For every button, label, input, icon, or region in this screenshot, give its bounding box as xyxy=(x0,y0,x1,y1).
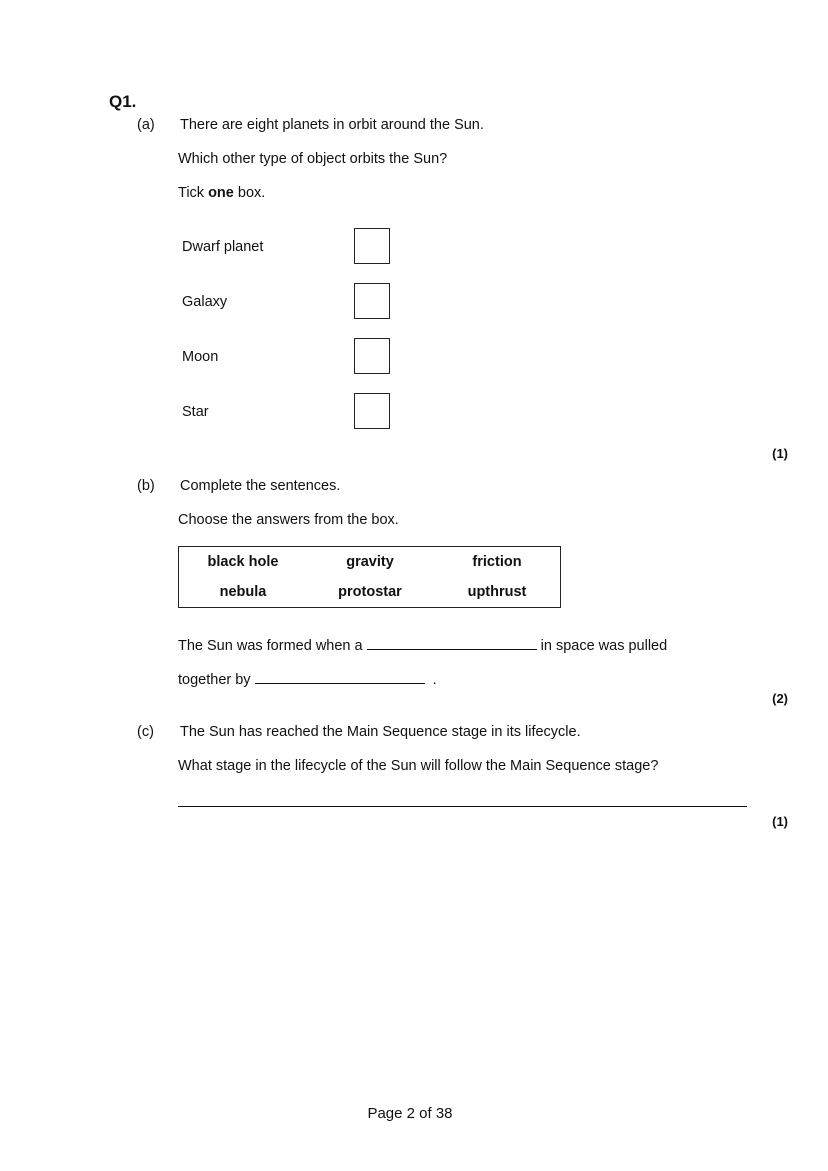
sentence-1-start: The Sun was formed when a xyxy=(178,638,363,654)
word-gravity: gravity xyxy=(346,554,394,570)
part-a-statement: There are eight planets in orbit around the Sun. xyxy=(180,117,484,133)
option-label-galaxy: Galaxy xyxy=(182,294,228,310)
word-upthrust: upthrust xyxy=(467,584,527,600)
word-black-hole: black hole xyxy=(207,554,279,570)
instruction-text: Tick xyxy=(178,185,209,201)
tick-box-moon[interactable] xyxy=(354,338,390,374)
option-label-star: Star xyxy=(182,404,209,420)
word-protostar: protostar xyxy=(338,584,402,600)
option-label-dwarf-planet: Dwarf planet xyxy=(182,239,264,255)
sentence-1 xyxy=(178,635,667,654)
part-a-instruction xyxy=(178,185,265,201)
part-c-marks: (1) xyxy=(772,814,788,829)
question-number: Q1. xyxy=(109,92,137,111)
answer-line-c[interactable] xyxy=(178,806,747,807)
word-bank-box xyxy=(178,546,561,608)
option-label-moon: Moon xyxy=(182,349,219,365)
part-c-statement: The Sun has reached the Main Sequence stage in its lifecycle. xyxy=(180,724,581,740)
part-b-instruction: Complete the sentences. xyxy=(180,478,341,494)
part-b-sub-instruction: Choose the answers from the box. xyxy=(178,512,399,528)
tick-box-dwarf-planet[interactable] xyxy=(354,228,390,264)
part-b-label: (b) xyxy=(137,478,155,494)
answer-blank-2[interactable] xyxy=(255,669,425,684)
part-a-marks: (1) xyxy=(772,446,788,461)
page-number: Page 2 of 38 xyxy=(367,1105,453,1122)
instruction-text: box. xyxy=(233,185,266,201)
part-b-marks: (2) xyxy=(772,691,788,706)
sentence-1-end: in space was pulled xyxy=(540,638,668,654)
part-a-label: (a) xyxy=(137,117,155,133)
word-friction: friction xyxy=(472,554,522,570)
word-nebula: nebula xyxy=(219,584,267,600)
sentence-2-start: together by xyxy=(178,672,251,688)
tick-box-star[interactable] xyxy=(354,393,390,429)
sentence-2 xyxy=(178,669,437,688)
part-c-question: What stage in the lifecycle of the Sun will follow the Main Sequence stage? xyxy=(178,758,659,774)
part-a-question: Which other type of object orbits the Sun? xyxy=(178,151,448,167)
instruction-emphasis: one xyxy=(208,185,234,201)
answer-blank-1[interactable] xyxy=(367,635,537,650)
tick-box-galaxy[interactable] xyxy=(354,283,390,319)
sentence-2-end: . xyxy=(432,672,437,688)
part-c-label: (c) xyxy=(137,724,154,740)
